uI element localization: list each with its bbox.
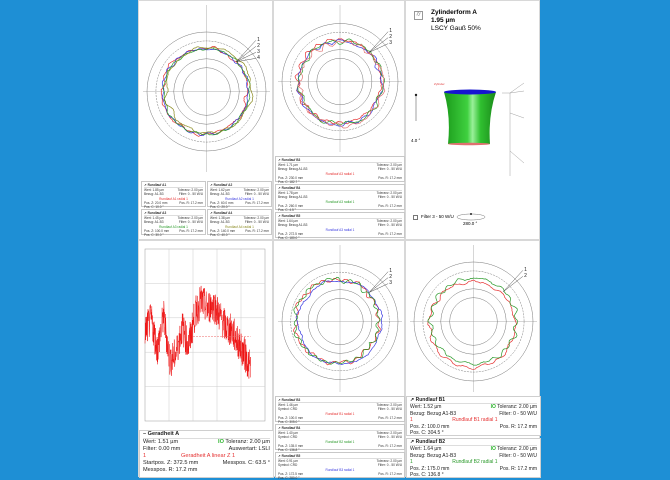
panel-tol-text: Toleranz: 2.00 µm <box>497 446 537 453</box>
panel-filter: Filter: 0 - 50 W/U <box>377 435 402 440</box>
result-panel <box>275 184 405 213</box>
straightness-profile <box>145 286 251 379</box>
panel-pos-z: Pos. Z: 100.0 mm <box>410 423 450 430</box>
straightness-result <box>139 430 274 478</box>
panel-pos-r: Pos. R: 17.2 mm <box>378 471 402 476</box>
result-panel <box>141 209 206 238</box>
cylinder-value: 1.95 µm <box>431 17 455 24</box>
straightness-tolerance <box>218 439 270 446</box>
panel-pos-z: Pos. Z: 272.5 mm <box>278 231 304 236</box>
panel-pos-r: Pos. R: 17.2 mm <box>378 231 402 236</box>
panel-feature: Rundlauf A3 radial 1 <box>159 224 188 229</box>
profile-label: 2 <box>389 274 393 281</box>
panel-filter: Filter: 0 - 50 W/U <box>377 167 402 172</box>
panel-feature: Rundlauf B1 radial 1 <box>452 417 498 424</box>
panel-title: ↗ Rundlauf B4 <box>278 186 402 191</box>
profile-label: 3 <box>389 40 393 47</box>
panel-tol-text: Toleranz: 2.00 µm <box>376 163 402 168</box>
roundness-panel-b <box>273 0 405 240</box>
panel-title-text: Rundlauf B3 <box>281 398 301 402</box>
result-panel <box>141 181 206 210</box>
panel-pos-z: Pos. Z: 260.0 mm <box>278 203 304 208</box>
panel-feature: Rundlauf B2 radial 1 <box>325 439 355 444</box>
svg-text:Zylinder: Zylinder <box>434 82 445 86</box>
straightness-panel <box>138 240 273 477</box>
result-panel <box>406 396 541 436</box>
polar-plot-d <box>406 241 541 396</box>
result-panel <box>275 156 405 185</box>
panel-value: Wert: 1.40 µm <box>278 431 299 436</box>
panel-tol-text: Toleranz: 2.00 µm <box>376 431 402 436</box>
panel-tol-text: Toleranz: 2.00 µm <box>177 188 203 193</box>
panel-title-text: Rundlauf A4 <box>213 211 233 215</box>
panel-reference: Bezug: Bezug A1-B3 <box>278 223 308 228</box>
panel-filter: Filter: 0 - 50 W/U <box>377 407 402 412</box>
profile-label: 4 <box>257 54 260 61</box>
panel-pos-z: Pos. Z: 175.0 mm <box>410 465 450 472</box>
panel-pos-r: Pos. R: 17.2 mm <box>378 443 402 448</box>
panel-filter: Filter: 0 - 50 W/U <box>499 410 537 417</box>
panel-pos-r: Pos. R: 17.2 mm <box>378 203 402 208</box>
panel-pos-z: Pos. Z: 20.0 mm <box>144 200 168 205</box>
panel-reference: Bezug: A1-B3 <box>144 192 164 197</box>
panel-feature: Rundlauf B3 radial 1 <box>325 467 355 472</box>
panel-value: Wert: 1.46 µm <box>278 403 299 408</box>
result-panel <box>275 424 405 453</box>
cylinder-body <box>444 92 496 144</box>
panel-value: Wert: 1.52 µm <box>410 404 442 411</box>
panel-reference: Bezug: A1-B3 <box>144 220 164 225</box>
panel-value: Wert: 0.91 µm <box>278 459 299 464</box>
panel-title: ↗ Rundlauf A3 <box>144 211 203 216</box>
panel-tol-text: Toleranz: 2.00 µm <box>376 191 402 196</box>
panel-filter: Filter: 0 - 50 W/U <box>178 192 203 197</box>
panel-tol-text: Toleranz: 2.00 µm <box>376 459 402 464</box>
straightness-feature: Geradheit A linear Z 1 <box>181 453 236 459</box>
straightness-title: – Geradheit A <box>143 431 270 439</box>
straightness-messpos-r: Messpos. R: 17.2 mm <box>143 467 198 473</box>
panel-value: Wert: 1.62 µm <box>210 188 231 193</box>
straightness-index: 1 <box>143 453 147 459</box>
panel-reference: Bezug: Bezug A1-B3 <box>278 167 308 172</box>
panel-tol-text: Toleranz: 2.00 µm <box>497 404 537 411</box>
panel-reference: Bezug: Bezug A1-B3 <box>278 195 308 200</box>
panel-title: ↗ Rundlauf A1 <box>144 183 203 188</box>
panel-pos-r: Pos. R: 17.2 mm <box>378 175 402 180</box>
report-page <box>138 0 540 480</box>
filter-checkbox[interactable] <box>413 215 418 220</box>
panel-title-text: Rundlauf B4 <box>281 186 301 190</box>
io-badge: IO <box>490 404 496 411</box>
panel-pos-c: Pos. C: 136.8 ° <box>410 472 444 479</box>
panel-reference: Bezug: A1-B3 <box>210 192 230 197</box>
panel-reference: Bezug: Bezug A1-B3 <box>410 410 457 417</box>
roundness-profile <box>294 277 381 364</box>
result-panel <box>275 452 405 478</box>
panel-feature: Rundlauf B2 radial 1 <box>452 459 498 466</box>
panel-pos-z: Pos. Z: 172.5 mm <box>278 471 304 476</box>
panel-feature: Rundlauf A3 radial 1 <box>325 199 355 204</box>
panel-filter: Filter: 0 - 50 W/U <box>377 463 402 468</box>
polar-plot-c <box>274 241 406 396</box>
panel-title: ↗ Rundlauf A4 <box>210 211 269 216</box>
profile-label: 3 <box>389 280 393 287</box>
panel-value: Wert: 1.78 µm <box>278 191 299 196</box>
panel-pos-z: Pos. Z: 135.0 mm <box>278 443 304 448</box>
cylinder-form-panel <box>405 0 540 240</box>
profile-label: 1 <box>257 36 260 43</box>
panel-value: Wert: 1.71 µm <box>278 163 299 168</box>
panel-pos-r: Pos. R: 17.2 mm <box>179 200 203 205</box>
panel-filter: Filter: 0 - 50 W/U <box>244 220 269 225</box>
rotation-value: 280.0 ° <box>463 221 478 226</box>
panel-tol-text: Toleranz: 2.00 µm <box>376 403 402 408</box>
profile-label: 2 <box>389 34 393 41</box>
panel-reference: Symbol: CRD <box>278 463 298 468</box>
panel-pos-z: Pos. Z: 230.0 mm <box>278 175 304 180</box>
cylinder-angle: 4.0 ° <box>411 138 421 143</box>
straightness-startpos: Startpos. Z: 372.5 mm <box>143 460 199 466</box>
panel-pos-r: Pos. R: 17.2 mm <box>245 200 269 205</box>
polar-plot-b <box>274 1 406 156</box>
panel-value: Wert: 1.45 µm <box>144 216 165 221</box>
roundness-panel-d <box>405 240 540 477</box>
roundness-profile <box>164 47 253 134</box>
panel-pos-c: Pos. C: 136.8 ° <box>278 448 300 453</box>
profile-label: 2 <box>257 42 260 49</box>
panel-pos-c: Pos. C: 4.5 ° <box>278 208 296 213</box>
profile-label: 1 <box>389 268 393 275</box>
panel-title-text: Rundlauf A1 <box>147 183 167 187</box>
panel-feature: Rundlauf A4 radial 1 <box>225 224 254 229</box>
cylinder-top <box>444 90 496 95</box>
profile-label: 2 <box>524 272 527 279</box>
panel-title-text: Rundlauf B4 <box>281 426 301 430</box>
roundness-panel-a <box>138 0 273 240</box>
panel-pos-r: Pos. R: 17.2 mm <box>179 228 203 233</box>
cylinder-3d-view <box>406 61 541 191</box>
panel-pos-r: Pos. R: 17.2 mm <box>499 423 537 430</box>
panel-title: ↗ Rundlauf B5 <box>278 214 402 219</box>
panel-value: Wert: 1.38 µm <box>210 216 231 221</box>
panel-title-text: Rundlauf A3 <box>147 211 167 215</box>
panel-value: Wert: 1.85 µm <box>144 188 165 193</box>
panel-pos-c: Pos. C: 280.0 ° <box>278 476 300 480</box>
straightness-eval: Auswertart: LSLI <box>228 446 270 452</box>
straightness-chart <box>139 241 274 426</box>
panel-title: ↗ Rundlauf B1 <box>410 397 537 404</box>
panel-index: 1 <box>410 417 413 424</box>
panel-tol-text: Toleranz: 2.00 µm <box>376 219 402 224</box>
panel-pos-c: Pos. C: 20.0 ° <box>210 205 230 210</box>
tol-value: 2.00 µm <box>249 439 270 445</box>
panel-pos-c: Pos. C: 305.0 ° <box>278 420 300 425</box>
straightness-value <box>143 439 178 446</box>
profile-label: 3 <box>257 48 260 55</box>
panel-reference: Symbol: CRD <box>278 435 298 440</box>
panel-pos-r: Pos. R: 17.2 mm <box>499 465 537 472</box>
panel-title-text: Rundlauf A2 <box>213 183 233 187</box>
value-label: Wert: <box>143 439 157 445</box>
panel-filter: Filter: 0 - 50 W/U <box>377 223 402 228</box>
panel-pos-z: Pos. Z: 100.0 mm <box>144 228 170 233</box>
straightness-filter: Filter: 0.00 mm <box>143 446 181 452</box>
io-badge: IO <box>218 439 224 445</box>
filter-row <box>406 201 541 225</box>
result-panel <box>275 396 405 425</box>
roundness-panel-c <box>273 240 405 480</box>
panel-tol-text: Toleranz: 2.00 µm <box>243 216 269 221</box>
tol-label: Toleranz: <box>225 439 249 445</box>
panel-value: Wert: 1.64 µm <box>410 446 442 453</box>
value-text: 1.51 µm <box>157 439 179 445</box>
profile-label: 1 <box>524 266 527 273</box>
panel-title: ↗ Rundlauf B5 <box>278 454 402 459</box>
filter-label: Filter 3 - 50 W/U <box>421 214 454 219</box>
profile-label: 1 <box>389 28 393 35</box>
panel-title-text: Rundlauf B5 <box>281 454 301 458</box>
panel-tol-text: Toleranz: 2.00 µm <box>177 216 203 221</box>
panel-title-text: Rundlauf B3 <box>281 158 301 162</box>
cylinder-summary <box>431 9 481 33</box>
panel-title: ↗ Rundlauf B4 <box>278 426 402 431</box>
panel-tol-text: Toleranz: 2.00 µm <box>243 188 269 193</box>
io-badge: IO <box>490 446 496 453</box>
cylinder-title: Zylinderform A <box>431 9 477 16</box>
panel-filter: Filter: 0 - 50 W/U <box>377 195 402 200</box>
result-panel <box>275 212 405 241</box>
panel-pos-r: Pos. R: 17.2 mm <box>245 228 269 233</box>
panel-feature: Rundlauf A3 radial 1 <box>325 171 355 176</box>
panel-pos-c: Pos. C: 180.0 ° <box>278 236 300 241</box>
panel-filter: Filter: 0 - 50 W/U <box>244 192 269 197</box>
panel-pos-z: Pos. Z: 60.0 mm <box>210 200 234 205</box>
panel-feature: Rundlauf A1 radial 1 <box>159 196 188 201</box>
panel-pos-z: Pos. Z: 140.0 mm <box>210 228 236 233</box>
panel-filter: Filter: 0 - 50 W/U <box>178 220 203 225</box>
result-panel <box>207 181 272 210</box>
chart-frame <box>145 249 265 421</box>
panel-title: ↗ Rundlauf B2 <box>410 439 537 446</box>
panel-reference: Bezug: Bezug A1-B3 <box>410 452 457 459</box>
panel-filter: Filter: 0 - 50 W/U <box>499 452 537 459</box>
panel-reference: Bezug: A1-B3 <box>210 220 230 225</box>
straightness-title-text: Geradheit A <box>147 431 180 437</box>
straightness-messpos-c: Messpos. C: 63.5 ° <box>222 460 270 466</box>
panel-index: 1 <box>410 459 413 466</box>
panel-pos-c: Pos. C: 10.0 ° <box>144 205 164 210</box>
panel-feature: Rundlauf A3 radial 1 <box>325 227 355 232</box>
panel-title-text: Rundlauf B2 <box>415 439 446 445</box>
panel-feature: Rundlauf B1 radial 1 <box>325 411 355 416</box>
panel-pos-c: Pos. C: 40.0 ° <box>210 233 230 238</box>
panel-pos-r: Pos. R: 17.2 mm <box>378 415 402 420</box>
panel-pos-c: Pos. C: 182.7 ° <box>278 180 300 185</box>
panel-title-text: Rundlauf B1 <box>415 397 446 403</box>
result-panel <box>406 438 541 478</box>
result-panel <box>207 209 272 238</box>
panel-title: ↗ Rundlauf A2 <box>210 183 269 188</box>
panel-pos-z: Pos. Z: 100.0 mm <box>278 415 304 420</box>
panel-pos-c: Pos. C: 30.0 ° <box>144 233 164 238</box>
panel-feature: Rundlauf A2 radial 1 <box>225 196 254 201</box>
panel-title: ↗ Rundlauf B3 <box>278 158 402 163</box>
panel-reference: Symbol: CRD <box>278 407 298 412</box>
panel-title-text: Rundlauf B5 <box>281 214 301 218</box>
polar-plot-a <box>139 1 274 176</box>
panel-title: ↗ Rundlauf B3 <box>278 398 402 403</box>
cylinder-method: LSCY Gauß 50% <box>431 25 481 32</box>
panel-value: Wert: 1.64 µm <box>278 219 299 224</box>
cylinder-form-icon: ⌭ <box>414 11 423 20</box>
panel-pos-c: Pos. C: 304.5 ° <box>410 430 444 437</box>
